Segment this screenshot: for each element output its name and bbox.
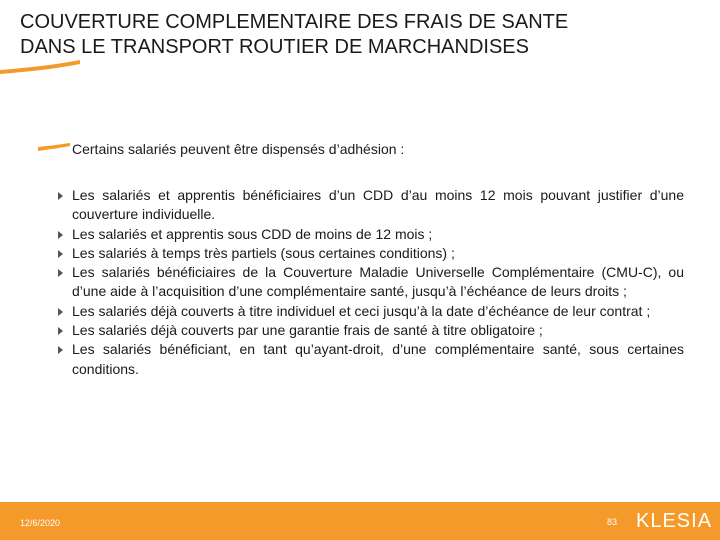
title-line-2: DANS LE TRANSPORT ROUTIER DE MARCHANDISES	[20, 36, 529, 58]
triangle-bullet-icon	[58, 308, 63, 316]
list-item	[58, 225, 684, 244]
list-item-text: Les salariés déjà couverts à titre individuel et ceci jusqu’à la date d’échéance de leur contrat ;	[72, 302, 651, 319]
list-item-text: Les salariés déjà couverts par une garantie frais de santé à titre obligatoire ;	[72, 322, 543, 339]
list-item-text: Les salariés et apprentis bénéficiaires d’un CDD d’au moins 12 mois pouvant justifier d’une couverture individuelle.	[72, 187, 684, 223]
list-item	[58, 186, 684, 225]
triangle-bullet-icon	[58, 192, 63, 200]
triangle-bullet-icon	[58, 269, 63, 277]
list-item	[58, 302, 684, 321]
list-item-text: Les salariés à temps très partiels (sous certaines conditions) ;	[72, 244, 455, 261]
title-swoosh-decoration	[0, 60, 80, 74]
list-item	[58, 263, 684, 302]
intro-accent-mark	[38, 143, 70, 151]
triangle-bullet-icon	[58, 346, 63, 354]
triangle-bullet-icon	[58, 250, 63, 258]
list-item	[58, 340, 684, 379]
slide-title	[20, 10, 700, 60]
dispensation-list	[58, 186, 684, 379]
list-item-text: Les salariés et apprentis sous CDD de moins de 12 mois ;	[72, 225, 433, 242]
intro-text: Certains salariés peuvent être dispensés d’adhésion :	[72, 141, 405, 157]
page-number: 83	[607, 517, 618, 527]
list-item-text: Les salariés bénéficiant, en tant qu’ayant-droit, d’une complémentaire santé, sous certaines conditions.	[72, 341, 684, 377]
title-line-1: COUVERTURE COMPLEMENTAIRE DES FRAIS DE SANTE	[20, 11, 569, 33]
footer-bar	[0, 502, 720, 540]
list-item	[58, 244, 684, 263]
list-item	[58, 321, 684, 340]
footer-date: 12/6/2020	[20, 518, 61, 528]
triangle-bullet-icon	[58, 327, 63, 335]
triangle-bullet-icon	[58, 231, 63, 239]
list-item-text: Les salariés bénéficiaires de la Couverture Maladie Universelle Complémentaire (CMU-C), ou d’une aide à l’acquisition d’une complémentaire santé, jusqu’à l’échéance de leurs droits ;	[72, 264, 684, 300]
klesia-logo: KLESIA	[636, 510, 713, 532]
